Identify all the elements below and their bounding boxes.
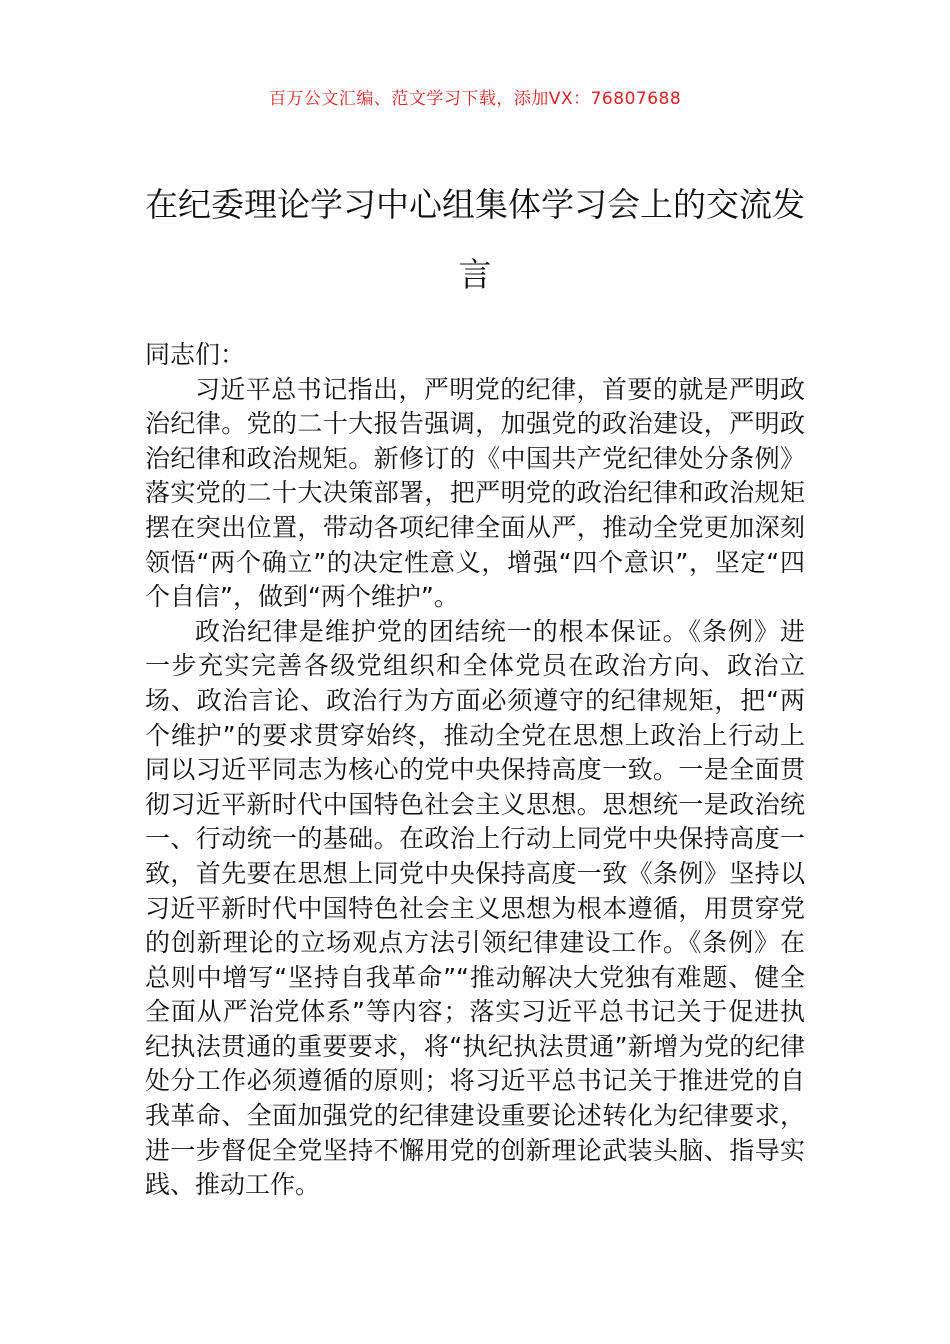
document-title: 在纪委理论学习中心组集体学习会上的交流发言 — [145, 185, 805, 294]
document-body — [145, 338, 805, 1203]
salutation: 同志们： — [145, 340, 246, 369]
paragraph-1: 习近平总书记指出，严明党的纪律，首要的就是严明政治纪律。党的二十大报告强调，加强党的政治建设，严明政治纪律和政治规矩。新修订的《中国共产党纪律处分条例》落实党的二十大决策部署，把严明党的政治纪律和政治规矩摆在突出位置，带动各项纪律全面从严，推动全党更加深刻领悟“两个确立”的决定性意义，增强“四个意识”，坚定“四个自信”，做到“两个维护”。 — [145, 374, 805, 612]
paragraph-2: 政治纪律是维护党的团结统一的根本保证。《条例》进一步充实完善各级党组织和全体党员在政治方向、政治立场、政治言论、政治行为方面必须遵守的纪律规矩，把“两个维护”的要求贯穿始终，推动全党在思想上政治上行动上同以习近平同志为核心的党中央保持高度一致。一是全面贯彻习近平新时代中国特色社会主义思想。思想统一是政治统一、行动统一的基础。在政治上行动上同党中央保持高度一致，首先要在思想上同党中央保持高度一致《条例》坚持以习近平新时代中国特色社会主义思想为根本遵循，用贯穿党的创新理论的立场观点方法引领纪律建设工作。《条例》在总则中增写“坚持自我革命”“推动解决大党独有难题、健全全面从严治党体系”等内容；落实习近平总书记关于促进执纪执法贯通的重要要求，将“执纪执法贯通”新增为党的纪律处分工作必须遵循的原则；将习近平总书记关于推进党的自我革命、全面加强党的纪律建设重要论述转化为纪律要求，进一步督促全党坚持不懈用党的创新理论武装头脑、指导实践、推动工作。 — [145, 616, 805, 1200]
header-banner: 百万公文汇编、范文学习下载，添加VX：76807688 — [268, 89, 682, 109]
